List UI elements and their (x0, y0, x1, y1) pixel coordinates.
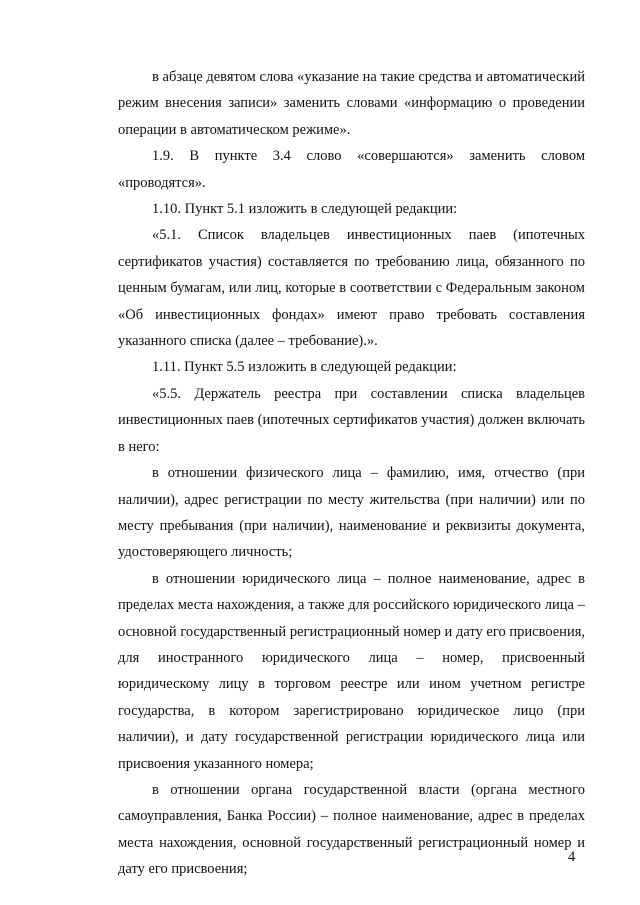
page-number: 4 (568, 849, 576, 865)
paragraph-clause-5-5: «5.5. Держатель реестра при составлении списка владельцев инвестиционных паев (ипотечных сертификатов участия) должен включать в него: (118, 385, 585, 455)
paragraph-natural-person: в отношении физического лица – фамилию, имя, отчество (при наличии), адрес регистрации по месту жительства (при наличии) или по месту пребывания (при наличии), наименование и реквизиты документа, удостоверяющего личность; (118, 465, 585, 561)
paragraph-item-1-10: 1.10. Пункт 5.1 изложить в следующей редакции: (152, 201, 458, 218)
paragraph-amendment-ninth-indent: в абзаце девятом слова «указание на такие средства и автоматический режим внесения записи» заменить словами «информацию о проведении операции в автоматическом режиме». (118, 69, 585, 138)
paragraph-state-authority: в отношении органа государственной власти (органа местного самоуправления, Банка России) – полное наименование, адрес в пределах места нахождения, основной государственный регистрационный номер и дату его присвоения; (118, 781, 585, 878)
paragraph-legal-entity: в отношении юридического лица – полное наименование, адрес в пределах места нахождения, а также для российского юридического лица – основной государственный регистрационный номер и дату его присвоения, для иностранного юридического лица – номер, присвоенный юридическому лицу в торговом реестре или ином учетном регистре государства, в котором зарегистрировано юридическое лицо (при наличии), и дату государственной регистрации юридического лица или присвоения указанного номера; (118, 570, 585, 772)
paragraph-clause-5-1: «5.1. Список владельцев инвестиционных паев (ипотечных сертификатов участия) составляется по требованию лица, обязанного по ценным бумагам, или лиц, которые в соответствии с Федеральным законом «Об инвестиционных фондах» имеют право требовать составления указанного списка (далее – требование).». (118, 227, 585, 350)
document-body (118, 64, 585, 883)
paragraph-item-1-9: 1.9. В пункте 3.4 слово «совершаются» заменить словом «проводятся». (118, 148, 585, 191)
paragraph-item-1-11: 1.11. Пункт 5.5 изложить в следующей редакции: (152, 359, 457, 376)
